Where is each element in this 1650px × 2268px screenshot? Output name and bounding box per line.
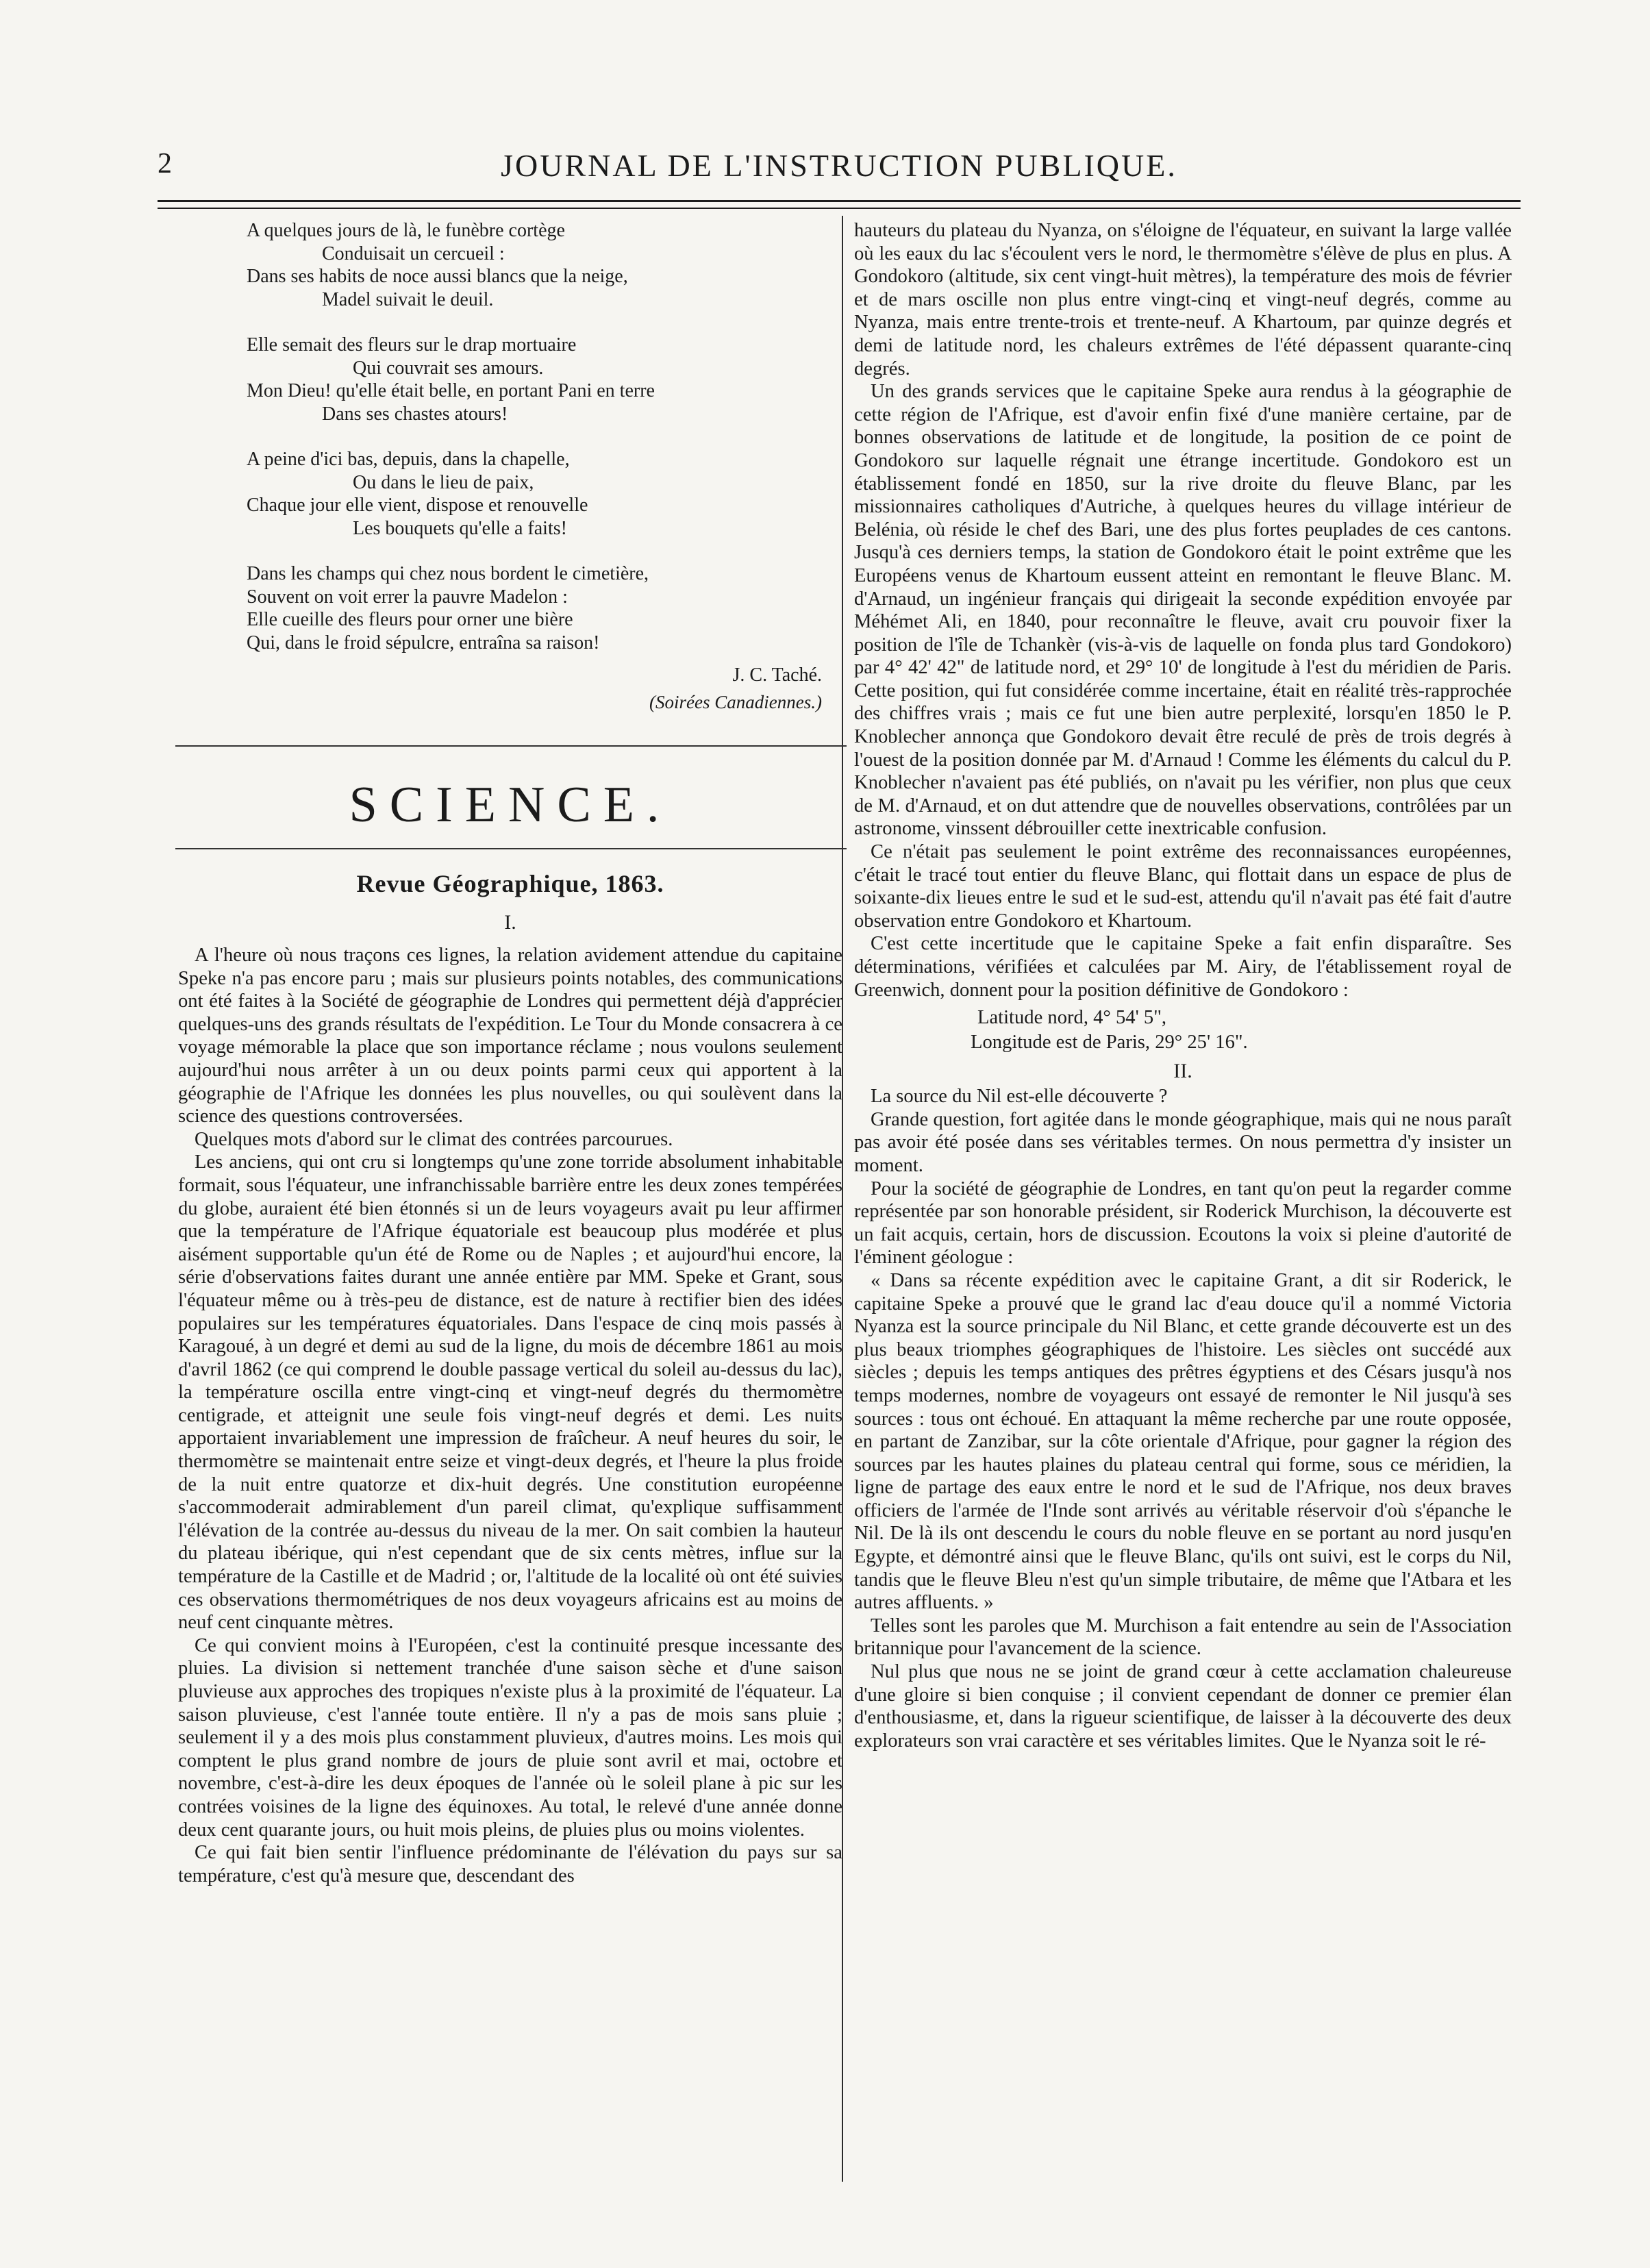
poem-source: (Soirées Canadiennes.): [649, 692, 822, 712]
poem: [247, 219, 740, 654]
poem-line: Souvent on voit errer la pauvre Madelon :: [247, 586, 568, 608]
poem-stanza: [247, 219, 740, 311]
poem-line: Ou dans le lieu de paix,: [353, 471, 534, 493]
page-number: 2: [158, 148, 172, 179]
paragraph: Quelques mots d'abord sur le climat des contrées parcourues.: [195, 1128, 673, 1150]
poem-stanza: [247, 334, 740, 425]
paragraph: Les anciens, qui ont cru si longtemps qu'une zone torride absolument inhabitable formait, sous l'équateur, une infranchissable barrière entre les deux zones tempérées du globe, auraient été bien étonnés si un de leurs voyageurs avait pu leur affirmer que la température de l'Afrique équatoriale est beaucoup plus modérée et plus aisément supportable qu'un été de Rome ou de Naples ; et aujourd'hui encore, la série d'observations faites durant une année entière par MM. Speke et Grant, sous l'équateur même ou à très-peu de distance, est de nature à rectifier bien des idées populaires sur les températures équatoriales. Dans l'espace de cinq mois passés à Karagoué, à un degré et demi au sud de la ligne, du mois de décembre 1861 au mois d'avril 1862 (ce qui comprend le double passage vertical du soleil au-dessus du lac), la température oscilla entre vingt-cinq et vingt-neuf degrés du thermomètre centigrade, et atteignit une seule fois vingt-neuf degrés et demi. Les nuits apportaient invariablement une impression de fraîcheur. A neuf heures du soir, le thermomètre se maintenait entre seize et vingt-deux degrés, et l'heure la plus froide de la nuit entre quatorze et dix-huit degrés. Une constitution européenne s'accommoderait admirablement d'un pareil climat, qu'explique suffisamment l'élévation de la contrée au-dessus du niveau de la mer. On sait combien la hauteur du plateau ibérique, qui n'est cependant que de six cents mètres, influe sur la température de la Castille et de Madrid ; or, l'altitude de la localité où ont été suivies ces observations thermométriques de nos deux voyageurs africains est au moins de neuf cent cinquante mètres.: [178, 1151, 842, 1634]
poem-line: A quelques jours de là, le funèbre cortège: [247, 220, 565, 241]
section-rule: [175, 745, 847, 747]
article-title: Revue Géographique, 1863.: [356, 870, 664, 897]
paragraph: Grande question, fort agitée dans le monde géographique, mais qui ne nous paraît pas avoir été posée dans ses véritables termes. On nous permettra d'y insister un moment.: [854, 1108, 1512, 1176]
poem-line: Elle cueille des fleurs pour orner une bière: [247, 609, 573, 630]
journal-title: JOURNAL DE L'INSTRUCTION PUBLIQUE.: [501, 148, 1177, 183]
paragraph: « Dans sa récente expédition avec le capitaine Grant, a dit sir Roderick, le capitaine Speke a prouvé que le grand lac d'eau douce qu'il a nommé Victoria Nyanza est la source principale du Nil Blanc, et cette grande découverte est un des plus beaux triomphes géographiques de l'histoire. Les siècles ont succédé aux siècles ; depuis les temps antiques des prêtres égyptiens et des Césars jusqu'à nos temps modernes, nombre de voyageurs ont essayé de remonter le Nil jusqu'à ses sources : tous ont échoué. En attaquant la même recherche par une route opposée, en partant de Zanzibar, sur la côte orientale d'Afrique, pour gagner la région des sources par les hautes plaines du plateau central qui forme, sous ce méridien, la ligne de partage des eaux entre le nord et le sud de l'Afrique, nos deux braves officiers de l'armée de l'Inde sont arrivés au véritable réservoir d'où s'épanche le Nil. De là ils ont descendu le cours du noble fleuve en se portant au nord jusqu'en Egypte, et démontré ainsi que le fleuve Blanc, qu'ils ont suivi, est le corps du Nil, tandis que le fleuve Bleu n'est qu'un simple tributaire, de même que l'Atbara et les autres affluents. »: [854, 1269, 1512, 1614]
paragraph: Ce n'était pas seulement le point extrême des reconnaissances européennes, c'était le tracé tout entier du fleuve Blanc, qui flottait dans un espace de plus de soixante-dix lieues entre le sud et le sud-est, attendu qu'il n'avait pas été fait d'autre observation entre Gondokoro et Khartoum.: [854, 841, 1512, 932]
poem-stanza: [247, 562, 740, 654]
poem-line: Chaque jour elle vient, dispose et renouvelle: [247, 495, 588, 516]
section-rule: [175, 848, 847, 849]
poem-line: Qui couvrait ses amours.: [353, 357, 544, 379]
poem-signature: J. C. Taché.: [732, 664, 822, 686]
paragraph: Nul plus que nous ne se joint de grand cœur à cette acclamation chaleureuse d'une gloire si bien conquise ; il convient cependant de donner ce premier élan d'enthousiasme, et, dans la rigueur scientifique, de laisser à la découverte des deux explorateurs son vrai caractère et ses véritables limites. Que le Nyanza soit le ré-: [854, 1661, 1512, 1752]
poem-line: Mon Dieu! qu'elle était belle, en portant Pani en terre: [247, 380, 655, 401]
header-rule-secondary: [158, 208, 1521, 209]
poem-line: Dans les champs qui chez nous bordent le cimetière,: [247, 563, 649, 584]
header-rule: [158, 200, 1521, 202]
right-column: [854, 219, 1512, 1752]
paragraph: A l'heure où nous traçons ces lignes, la relation avidement attendue du capitaine Speke n'a pas encore paru ; mais sur plusieurs points notables, des communications ont été faites à la Société de géographie de Londres qui permettent déjà d'apprécier quelques-uns des grands résultats de l'expédition. Le Tour du Monde consacrera à ce voyage mémorable la place que son importance réclame ; nous voulons seulement aujourd'hui nous arrêter à un ou deux points parmi ceux qui apportent à la géographie de l'Afrique les données les plus nouvelles, ou qui soulèvent dans la science des questions controversées.: [178, 945, 842, 1127]
paragraph: C'est cette incertitude que le capitaine Speke a fait enfin disparaître. Ses déterminations, vérifiées et calculées par M. Airy, de l'établissement royal de Greenwich, donnent pour la position définitive de Gondokoro :: [854, 933, 1512, 1001]
poem-line: Dans ses chastes atours!: [322, 403, 508, 425]
paragraph: hauteurs du plateau du Nyanza, on s'éloigne de l'équateur, en suivant la large vallée où les eaux du lac s'écoulent vers le nord, le thermomètre s'élève de plus en plus. A Gondokoro (altitude, six cent vingt-huit mètres), la température des mois de février et de mars oscille non plus entre vingt-cinq et vingt-neuf degrés, comme au Nyanza, mais entre trente-trois et trente-neuf. A Khartoum, par quinze degrés et demi de latitude nord, les chaleurs extrêmes de l'été dépassent quarante-cinq degrés.: [854, 220, 1512, 379]
paragraph: La source du Nil est-elle découverte ?: [871, 1086, 1168, 1108]
poem-stanza: [247, 448, 740, 540]
poem-line: Conduisait un cercueil :: [322, 242, 505, 264]
paragraph: Ce qui fait bien sentir l'influence prédominante de l'élévation du pays sur sa température, c'est qu'à mesure que, descendant des: [178, 1842, 842, 1886]
poem-line: Les bouquets qu'elle a faits!: [353, 517, 567, 539]
page-header: [158, 144, 1521, 192]
poem-line: A peine d'ici bas, depuis, dans la chapelle,: [247, 449, 570, 470]
poem-line: Qui, dans le froid sépulcre, entraîna sa raison!: [247, 632, 600, 653]
part-heading: II.: [1173, 1060, 1192, 1083]
section-title: SCIENCE.: [349, 777, 672, 833]
longitude-line: Longitude est de Paris, 29° 25' 16".: [971, 1032, 1248, 1054]
coordinates-block: [971, 1006, 1512, 1055]
part-heading: I.: [504, 911, 516, 934]
paragraph: Ce qui convient moins à l'Européen, c'est la continuité presque incessante des pluies. La division si nettement tranchée d'une saison sèche et d'une saison pluvieuse aux approches des tropiques n'existe plus à la proximité de l'équateur. La saison pluvieuse, c'est l'année toute entière. Il n'y a pas de mois sans pluie ; seulement il y a des mois plus constamment pluvieux, d'autres moins. Les mois qui comptent le plus grand nombre de jours de pluie sont avril et mai, octobre et novembre, c'est-à-dire les deux époques de l'année où le soleil plane à pic sur les contrées voisines de la ligne des équinoxes. Au total, le relevé d'une année donne deux cent quarante jours, ou huit mois pleins, de pluies plus ou moins violentes.: [178, 1634, 842, 1841]
left-column: [178, 219, 842, 1887]
poem-line: Elle semait des fleurs sur le drap mortuaire: [247, 334, 577, 356]
latitude-line: Latitude nord, 4° 54' 5",: [977, 1007, 1167, 1029]
paragraph: Telles sont les paroles que M. Murchison a fait entendre au sein de l'Association britannique pour l'avancement de la science.: [854, 1615, 1512, 1660]
paragraph: Pour la société de géographie de Londres, en tant qu'on peut la regarder comme représentée par son honorable président, sir Roderick Murchison, la découverte est un fait acquis, certain, hors de discussion. Ecoutons la voix si pleine d'autorité de l'éminent géologue :: [854, 1177, 1512, 1269]
poem-line: Dans ses habits de noce aussi blancs que la neige,: [247, 266, 628, 287]
paragraph: Un des grands services que le capitaine Speke aura rendus à la géographie de cette région de l'Afrique, est d'avoir enfin fixé d'une manière certaine, par de bonnes observations de latitude et de longitude, la position de ce point de Gondokoro sur laquelle régnait une étrange incertitude. Gondokoro est un établissement fondé en 1850, sur la rive droite du fleuve Blanc, par les missionnaires catholiques d'Autriche, à quelques heures du village intérieur de Belénia, où réside le chef des Bari, une des plus fortes peuplades de ces cantons. Jusqu'à ces derniers temps, la station de Gondokoro était le point extrême que les Européens venus de Khartoum eussent atteint en remontant le fleuve Blanc. M. d'Arnaud, un ingénieur français qui dirigeait la seconde expédition envoyée par Méhémet Ali, en 1840, pour reconnaître le fleuve, avait cru pouvoir fixer la position de l'île de Tchankèr (vis-à-vis de laquelle on fonda plus tard Gondokoro) par 4° 42' 42" de latitude nord, et 29° 10' de longitude à l'est du méridien de Paris. Cette position, qui fut considérée comme incertaine, était en réalité très-rapprochée des chiffres vrais ; mais ce fut une bien autre perplexité, lorsqu'en 1850 le P. Knoblecher annonça que Gondokoro devait être reculé de près de trois degrés à l'ouest de la position donnée par M. d'Arnaud ! Comme les éléments du calcul du P. Knoblecher n'avaient pas été publiés, on n'avait pu les vérifier, non plus que ceux de M. d'Arnaud, et on dut attendre que de nouvelles observations, contrôlées par un astronome, vinssent débrouiller cette inextricable confusion.: [854, 381, 1512, 840]
poem-line: Madel suivait le deuil.: [322, 288, 494, 310]
